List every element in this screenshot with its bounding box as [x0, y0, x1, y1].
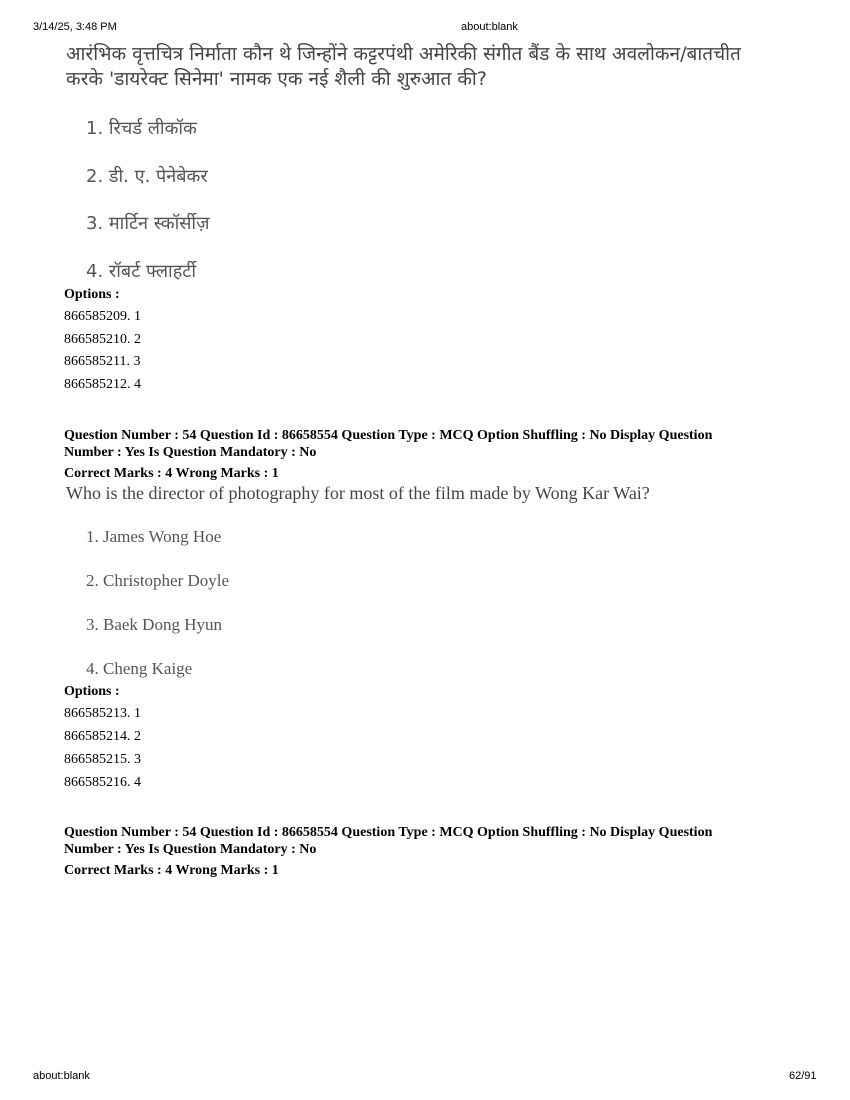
question-2-option-id-3: 866585215. 3	[64, 752, 141, 767]
question-1-options-label: Options :	[64, 287, 120, 302]
question-2-option-id-1: 866585213. 1	[64, 706, 141, 721]
print-footer-url: about:blank	[33, 1070, 90, 1082]
question-2-text: Who is the director of photography for most of the film made by Wong Kar Wai?	[66, 483, 650, 503]
question-1-text-line-1: आरंभिक वृत्तचित्र निर्माता कौन थे जिन्होंने कट्टरपंथी अमेरिकी संगीत बैंड के साथ अवलोकन/बातचीत	[66, 43, 741, 65]
question-2-choice-1: 1. James Wong Hoe	[86, 527, 222, 546]
question-2-meta	[64, 427, 784, 461]
question-1-option-id-2: 866585210. 2	[64, 332, 141, 347]
question-1-option-id-4: 866585212. 4	[64, 377, 141, 392]
question-1-option-id-1: 866585209. 1	[64, 309, 141, 324]
question-1-choice-3: 3. मार्टिन स्कॉर्सीज़	[86, 213, 210, 234]
question-3-meta-line-2: Number : Yes Is Question Mandatory : No	[64, 842, 317, 857]
print-page-number: 62/91	[789, 1070, 817, 1082]
question-3-marks: Correct Marks : 4 Wrong Marks : 1	[64, 863, 279, 878]
question-2-option-id-2: 866585214. 2	[64, 729, 141, 744]
question-2-choice-2: 2. Christopher Doyle	[86, 571, 230, 590]
question-1-choice-2: 2. डी. ए. पेनेबेकर	[86, 166, 208, 187]
question-2-meta-line-2: Number : Yes Is Question Mandatory : No	[64, 445, 317, 460]
print-page-title: about:blank	[461, 21, 518, 33]
question-2-options-label: Options :	[64, 684, 120, 699]
question-2-choice-3: 3. Baek Dong Hyun	[86, 615, 222, 634]
question-1-text	[66, 42, 796, 92]
question-3-meta	[64, 824, 784, 858]
question-2-choice-4: 4. Cheng Kaige	[86, 659, 193, 678]
question-1-option-id-3: 866585211. 3	[64, 354, 141, 369]
question-1-text-line-2: करके 'डायरेक्ट सिनेमा' नामक एक नई शैली की शुरुआत की?	[66, 68, 487, 90]
question-2-marks: Correct Marks : 4 Wrong Marks : 1	[64, 466, 279, 481]
question-2-option-id-4: 866585216. 4	[64, 775, 141, 790]
question-3-meta-line-1: Question Number : 54 Question Id : 86658554 Question Type : MCQ Option Shuffling : No Display Question	[64, 825, 713, 840]
question-1-choice-4: 4. रॉबर्ट फ्लाहर्टी	[86, 261, 197, 282]
question-1-choice-1: 1. रिचर्ड लीकॉक	[86, 118, 197, 139]
print-datetime: 3/14/25, 3:48 PM	[33, 21, 117, 33]
question-2-meta-line-1: Question Number : 54 Question Id : 86658554 Question Type : MCQ Option Shuffling : No Display Question	[64, 428, 713, 443]
